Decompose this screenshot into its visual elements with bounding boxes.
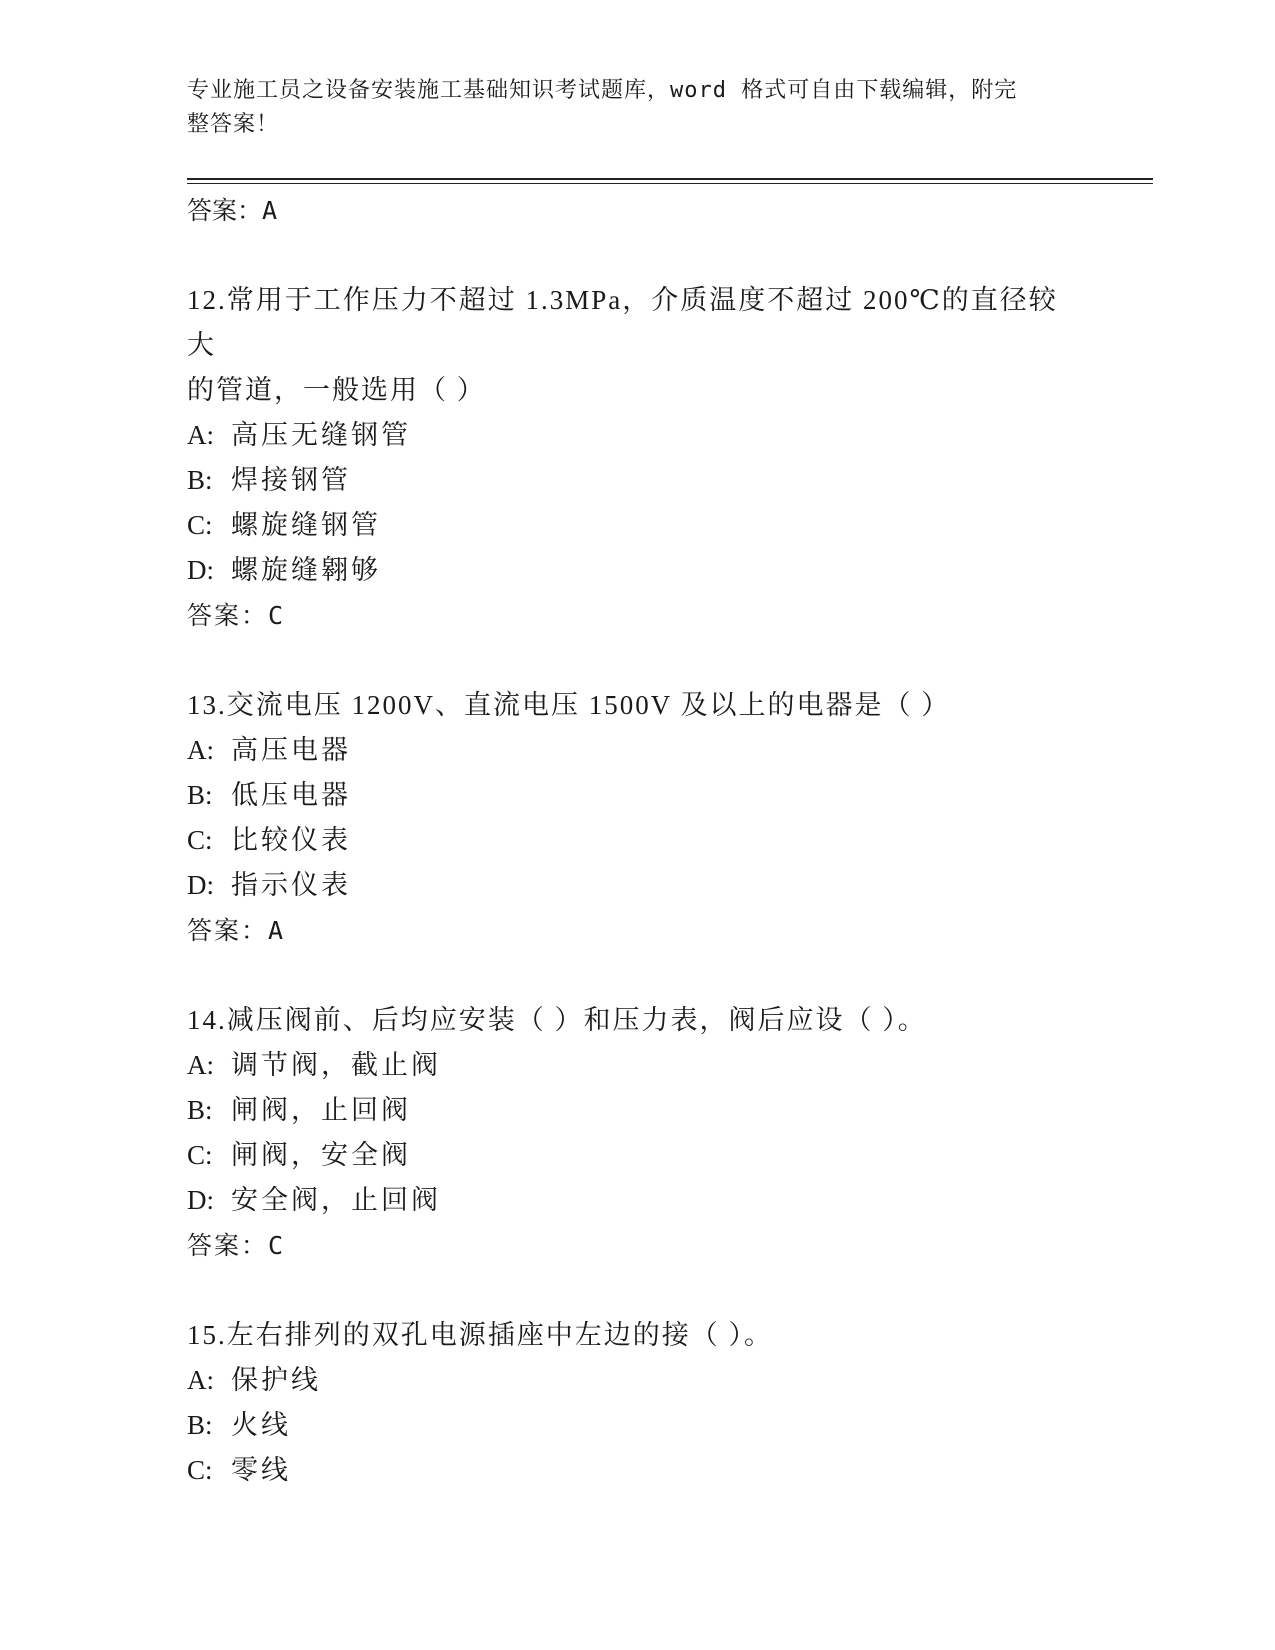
option-letter: B: (187, 465, 213, 495)
option-letter: C: (187, 1140, 213, 1170)
option-text: 闸阀，安全阀 (231, 1140, 411, 1170)
option-text: 螺旋缝翱够 (231, 555, 381, 585)
option-text: 低压电器 (231, 780, 351, 810)
option-letter: D: (187, 870, 214, 900)
question-13-option-b (187, 773, 1087, 818)
option-text: 火线 (231, 1410, 291, 1440)
option-letter: A: (187, 420, 214, 450)
spacer (187, 953, 1087, 998)
question-14-option-a (187, 1043, 1087, 1088)
question-14 (187, 998, 1087, 1268)
option-text: 保护线 (231, 1365, 321, 1395)
question-15-stem-line-1: 15.左右排列的双孔电源插座中左边的接（ ）。 (187, 1320, 773, 1350)
question-13-option-a (187, 728, 1087, 773)
question-15-stem (187, 1313, 1067, 1358)
option-letter: D: (187, 555, 214, 585)
option-letter: B: (187, 1095, 213, 1125)
header-line-2: 整答案！ (187, 112, 280, 137)
question-12-option-c (187, 503, 1087, 548)
option-letter: A: (187, 735, 214, 765)
question-14-option-b (187, 1088, 1087, 1133)
header-line-1: 专业施工员之设备安装施工基础知识考试题库，word 格式可自由下载编辑，附完 (187, 78, 1018, 103)
question-13-stem-line-1: 13.交流电压 1200V、直流电压 1500V 及以上的电器是（ ） (187, 690, 951, 720)
question-list (187, 188, 1087, 1493)
question-13-answer: 答案：A (187, 916, 286, 945)
option-letter: C: (187, 1455, 213, 1485)
question-14-stem (187, 998, 1067, 1043)
question-14-option-d (187, 1178, 1087, 1223)
option-letter: A: (187, 1365, 214, 1395)
question-13 (187, 683, 1087, 953)
option-letter: B: (187, 1410, 213, 1440)
document-header (187, 74, 1067, 142)
question-12-option-b (187, 458, 1087, 503)
question-13-option-d (187, 863, 1087, 908)
question-15-option-b (187, 1403, 1087, 1448)
question-12-option-d (187, 548, 1087, 593)
header-divider-thin (187, 183, 1153, 184)
option-text: 指示仪表 (231, 870, 351, 900)
option-text: 高压电器 (231, 735, 351, 765)
question-15-option-c (187, 1448, 1087, 1493)
option-text: 比较仪表 (231, 825, 351, 855)
question-14-stem-line-1: 14.减压阀前、后均应安装（ ）和压力表，阀后应设（ ）。 (187, 1005, 927, 1035)
option-text: 螺旋缝钢管 (231, 510, 381, 540)
answer-previous: 答案：A (187, 196, 278, 225)
question-12-stem-line-2: 的管道，一般选用（ ） (187, 375, 486, 405)
option-letter: A: (187, 1050, 214, 1080)
question-12-answer: 答案：C (187, 601, 286, 630)
header-divider-thick (187, 178, 1153, 180)
spacer (187, 1268, 1087, 1313)
spacer (187, 638, 1087, 683)
option-text: 焊接钢管 (231, 465, 351, 495)
question-14-option-c (187, 1133, 1087, 1178)
question-12-stem-line-1: 12.常用于工作压力不超过 1.3MPa，介质温度不超过 200℃的直径较大 (187, 285, 1058, 360)
spacer (187, 233, 1087, 278)
question-13-stem (187, 683, 1067, 728)
option-text: 零线 (231, 1455, 291, 1485)
option-text: 安全阀，止回阀 (231, 1185, 441, 1215)
option-letter: C: (187, 510, 213, 540)
option-letter: B: (187, 780, 213, 810)
question-15-option-a (187, 1358, 1087, 1403)
option-text: 调节阀，截止阀 (231, 1050, 441, 1080)
question-13-option-c (187, 818, 1087, 863)
question-12-stem (187, 278, 1067, 413)
option-text: 闸阀，止回阀 (231, 1095, 411, 1125)
question-15 (187, 1313, 1087, 1493)
option-letter: C: (187, 825, 213, 855)
question-12 (187, 278, 1087, 638)
question-14-answer: 答案：C (187, 1231, 286, 1260)
option-letter: D: (187, 1185, 214, 1215)
option-text: 高压无缝钢管 (231, 420, 411, 450)
question-12-option-a (187, 413, 1087, 458)
